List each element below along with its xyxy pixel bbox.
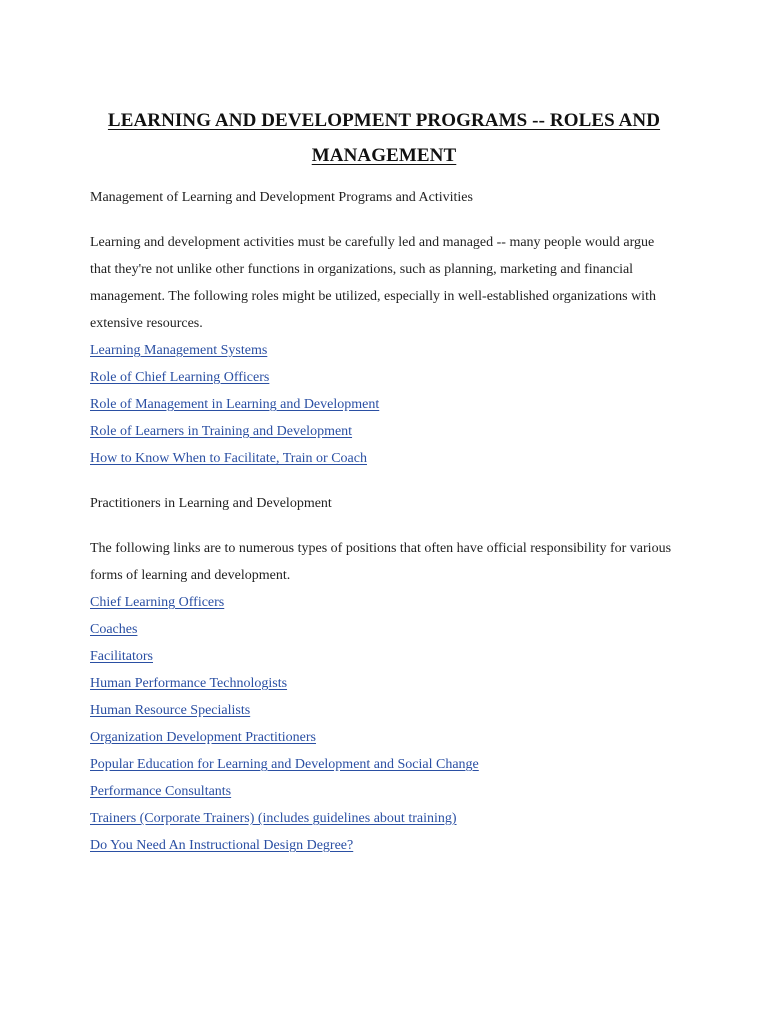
list-item xyxy=(90,391,678,418)
link-role-of-management[interactable]: Role of Management in Learning and Development xyxy=(90,397,380,412)
link-chief-learning-officers[interactable]: Chief Learning Officers xyxy=(90,595,225,610)
link-human-resource-specialists[interactable]: Human Resource Specialists xyxy=(90,703,251,718)
list-item xyxy=(90,778,678,805)
link-coaches[interactable]: Coaches xyxy=(90,622,138,637)
section1-heading: Management of Learning and Development Programs and Activities xyxy=(90,190,473,205)
link-human-performance-technologists[interactable]: Human Performance Technologists xyxy=(90,676,288,691)
link-learning-management-systems[interactable]: Learning Management Systems xyxy=(90,343,268,358)
list-item xyxy=(90,832,678,859)
link-popular-education[interactable]: Popular Education for Learning and Development and Social Change xyxy=(90,757,479,772)
list-item xyxy=(90,697,678,724)
document-title: LEARNING AND DEVELOPMENT PROGRAMS -- ROLES AND MANAGEMENT xyxy=(107,110,661,166)
section2-heading: Practitioners in Learning and Development xyxy=(90,496,332,511)
list-item xyxy=(90,670,678,697)
link-od-practitioners[interactable]: Organization Development Practitioners xyxy=(90,730,317,745)
link-performance-consultants[interactable]: Performance Consultants xyxy=(90,784,232,799)
section2-link-list xyxy=(90,589,678,859)
link-facilitators[interactable]: Facilitators xyxy=(90,649,153,664)
link-facilitate-train-coach[interactable]: How to Know When to Facilitate, Train or Coach xyxy=(90,451,367,466)
list-item xyxy=(90,643,678,670)
link-trainers[interactable]: Trainers (Corporate Trainers) (includes guidelines about training) xyxy=(90,811,457,826)
section2-paragraph: The following links are to numerous types of positions that often have official responsibility for various forms of learning and development. xyxy=(90,541,672,583)
list-item xyxy=(90,589,678,616)
list-item xyxy=(90,337,678,364)
list-item xyxy=(90,364,678,391)
section1-link-list xyxy=(90,337,678,472)
list-item xyxy=(90,805,678,832)
list-item xyxy=(90,616,678,643)
list-item xyxy=(90,445,678,472)
section1-paragraph: Learning and development activities must be carefully led and managed -- many people would argue that they're not unlike other functions in organizations, such as planning, marketing and financial management. The following roles might be utilized, especially in well-established organizations with extensive resources. xyxy=(90,235,656,331)
link-instructional-design-degree[interactable]: Do You Need An Instructional Design Degree? xyxy=(90,838,354,853)
list-item xyxy=(90,751,678,778)
link-role-of-learners[interactable]: Role of Learners in Training and Development xyxy=(90,424,353,439)
link-role-of-chief-learning-officers[interactable]: Role of Chief Learning Officers xyxy=(90,370,270,385)
list-item xyxy=(90,724,678,751)
list-item xyxy=(90,418,678,445)
